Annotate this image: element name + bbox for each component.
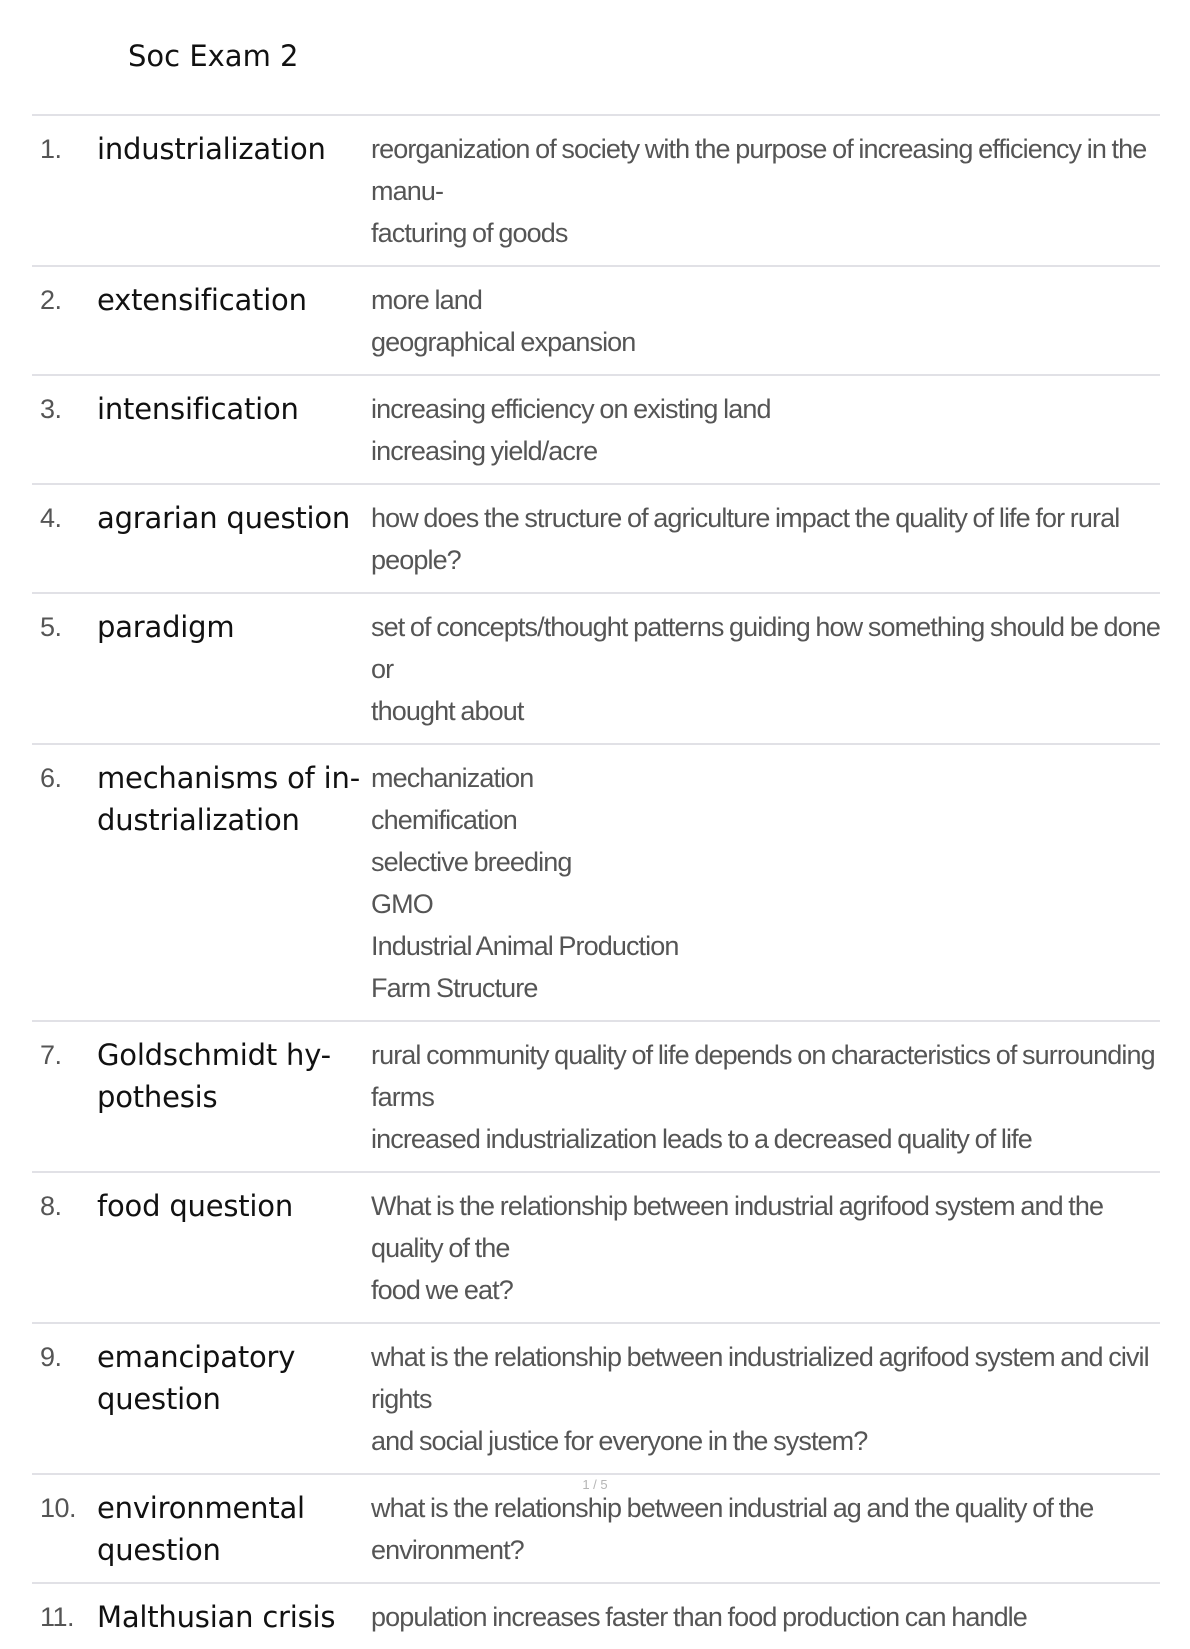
term-line: dustrialization bbox=[97, 803, 300, 837]
card-definition bbox=[371, 388, 1160, 472]
card-number: 7. bbox=[40, 1040, 62, 1070]
term-line: extensification bbox=[97, 283, 307, 317]
term-line: question bbox=[97, 1382, 221, 1416]
card-number: 5. bbox=[40, 612, 62, 642]
card-number: 1. bbox=[40, 134, 62, 164]
definition-line: GMO bbox=[371, 889, 433, 919]
definition-line: what is the relationship between industrial ag and the quality of the environment? bbox=[371, 1493, 1094, 1565]
definition-line: reorganization of society with the purpose of increasing efficiency in the manu- bbox=[371, 134, 1147, 206]
card-definition bbox=[371, 279, 1160, 363]
card-number: 6. bbox=[40, 763, 62, 793]
page-indicator: 1 / 5 bbox=[582, 1477, 608, 1492]
card-container bbox=[32, 116, 1160, 1649]
definition-line: increasing efficiency on existing land bbox=[371, 394, 771, 424]
term-line: Malthusian crisis bbox=[97, 1600, 336, 1634]
card-definition bbox=[371, 1336, 1160, 1462]
definition-line: chemification bbox=[371, 805, 517, 835]
definition-line: increasing yield/acre bbox=[371, 436, 598, 466]
definition-line: population increases faster than food production can handle bbox=[371, 1602, 1027, 1632]
card-number: 9. bbox=[40, 1342, 62, 1372]
card-number: 4. bbox=[40, 503, 62, 533]
card-number: 3. bbox=[40, 394, 62, 424]
card-definition bbox=[371, 606, 1160, 732]
flashcard-row bbox=[32, 376, 1160, 485]
flashcard-row bbox=[32, 1584, 1160, 1649]
term-line: environmental bbox=[97, 1491, 305, 1525]
definition-line: What is the relationship between industrial agrifood system and the quality of the bbox=[371, 1191, 1104, 1263]
card-definition bbox=[371, 1596, 1160, 1638]
term-line: pothesis bbox=[97, 1080, 218, 1114]
definition-line: facturing of goods bbox=[371, 218, 568, 248]
definition-line: rural community quality of life depends on characteristics of surrounding farms bbox=[371, 1040, 1155, 1112]
term-line: food question bbox=[97, 1189, 294, 1223]
card-definition bbox=[371, 1487, 1160, 1571]
flashcard-row bbox=[32, 594, 1160, 745]
term-line: Goldschmidt hy- bbox=[97, 1038, 331, 1072]
term-line: agrarian question bbox=[97, 501, 351, 535]
definition-line: Industrial Animal Production bbox=[371, 931, 679, 961]
definition-line: food we eat? bbox=[371, 1275, 513, 1305]
card-term bbox=[97, 1336, 371, 1462]
flashcard-row bbox=[32, 1324, 1160, 1475]
definition-line: what is the relationship between industrialized agrifood system and civil rights bbox=[371, 1342, 1149, 1414]
definition-line: geographical expansion bbox=[371, 327, 636, 357]
card-term bbox=[97, 606, 371, 732]
card-term bbox=[97, 279, 371, 363]
definition-line: mechanization bbox=[371, 763, 534, 793]
card-term bbox=[97, 1596, 371, 1638]
card-term bbox=[97, 1185, 371, 1311]
card-term bbox=[97, 497, 371, 581]
card-number: 8. bbox=[40, 1191, 62, 1221]
definition-line: how does the structure of agriculture impact the quality of life for rural people? bbox=[371, 503, 1120, 575]
term-line: paradigm bbox=[97, 610, 235, 644]
flashcard-row bbox=[32, 116, 1160, 267]
definition-line: increased industrialization leads to a decreased quality of life bbox=[371, 1124, 1032, 1154]
card-term bbox=[97, 388, 371, 472]
flashcard-row bbox=[32, 745, 1160, 1022]
definition-line: thought about bbox=[371, 696, 524, 726]
definition-line: Farm Structure bbox=[371, 973, 538, 1003]
definition-line: more land bbox=[371, 285, 482, 315]
flashcard-list bbox=[32, 114, 1160, 1649]
card-term bbox=[97, 757, 371, 1009]
definition-line: set of concepts/thought patterns guiding how something should be done or bbox=[371, 612, 1160, 684]
card-number: 11. bbox=[40, 1602, 75, 1632]
flashcard-row bbox=[32, 1022, 1160, 1173]
card-definition bbox=[371, 757, 1160, 1009]
card-term bbox=[97, 1034, 371, 1160]
term-line: mechanisms of in- bbox=[97, 761, 360, 795]
card-term bbox=[97, 1487, 371, 1571]
term-line: industrialization bbox=[97, 132, 326, 166]
card-definition bbox=[371, 497, 1160, 581]
flashcard-row bbox=[32, 485, 1160, 594]
card-definition bbox=[371, 1185, 1160, 1311]
term-line: emancipatory bbox=[97, 1340, 296, 1374]
flashcard-row bbox=[32, 1173, 1160, 1324]
card-number: 2. bbox=[40, 285, 62, 315]
card-definition bbox=[371, 1034, 1160, 1160]
card-term bbox=[97, 128, 371, 254]
definition-line: selective breeding bbox=[371, 847, 572, 877]
definition-line: and social justice for everyone in the system? bbox=[371, 1426, 868, 1456]
card-definition bbox=[371, 128, 1160, 254]
term-line: intensification bbox=[97, 392, 299, 426]
term-line: question bbox=[97, 1533, 221, 1567]
flashcard-row bbox=[32, 267, 1160, 376]
document-title: Soc Exam 2 bbox=[128, 39, 299, 73]
card-number: 10. bbox=[40, 1493, 77, 1523]
